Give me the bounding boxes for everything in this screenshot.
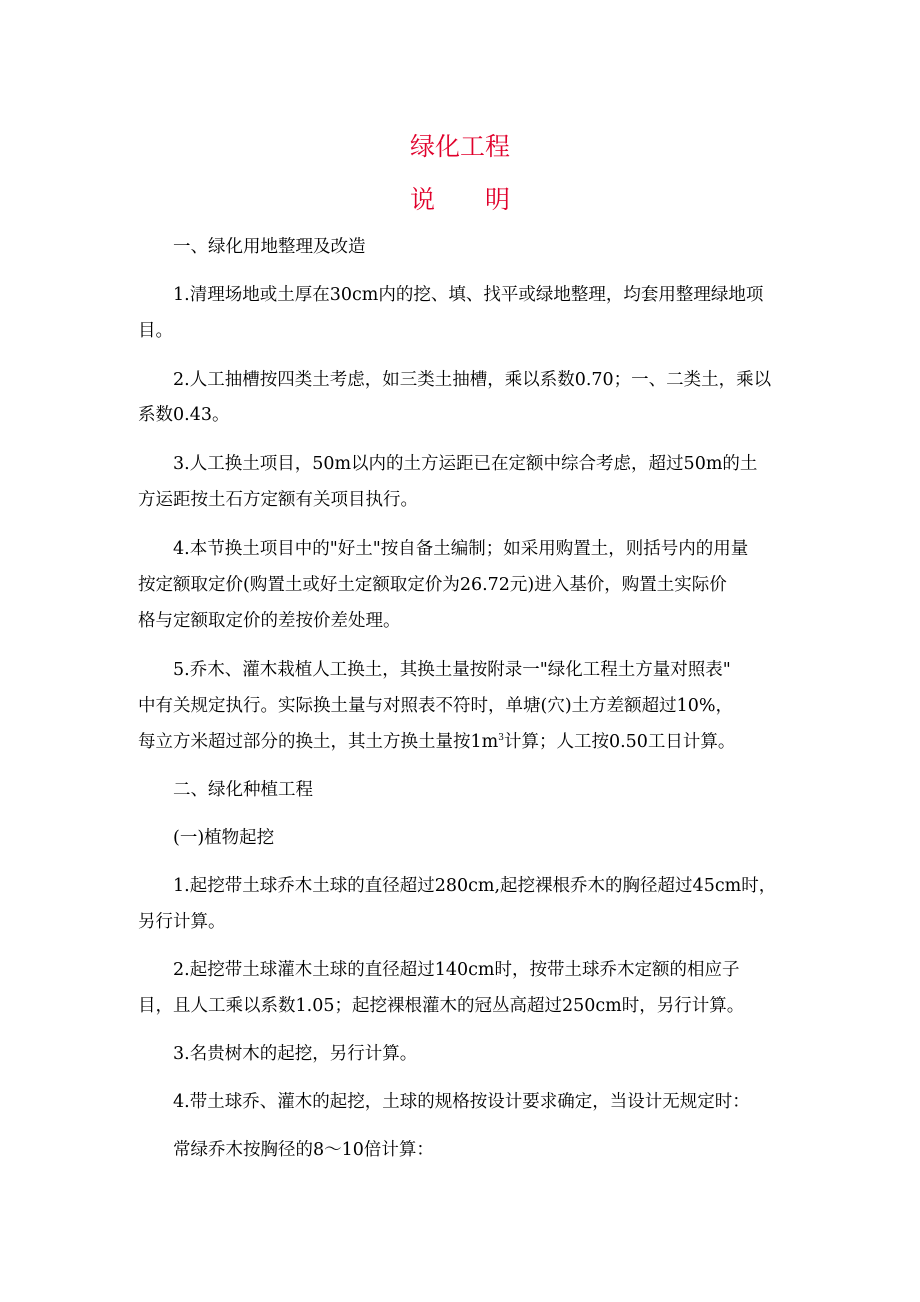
paragraph-line [138,730,735,754]
paragraph-line: 4.本节换土项目中的"好土"按自备土编制；如采用购置土，则括号内的用量 [173,539,749,559]
paragraph-line: 3.人工换土项目，50m以内的土方运距已在定额中综合考虑，超过50m的土 [173,454,758,474]
paragraph-line: 方运距按土石方定额有关项目执行。 [138,490,418,510]
paragraph-line: 5.乔木、灌木栽植人工换土，其换土量按附录一"绿化工程土方量对照表" [173,660,731,680]
paragraph-line: 1.起挖带土球乔木土球的直径超过280cm,起挖裸根乔木的胸径超过45cm时， [173,876,777,896]
paragraph-line: 常绿乔木按胸径的8～10倍计算： [173,1140,434,1160]
paragraph-line: 目，且人工乘以系数1.05；起挖裸根灌木的冠丛高超过250cm时，另行计算。 [138,996,745,1016]
subsection-heading: (一)植物起挖 [173,828,275,848]
paragraph-text: 计算；人工按0.50工日计算。 [503,732,736,752]
paragraph-line: 另行计算。 [138,912,226,932]
paragraph-line: 2.人工抽槽按四类土考虑，如三类土抽槽，乘以系数0.70；一、二类土，乘以 [173,370,772,390]
paragraph-line: 目。 [138,321,173,341]
paragraph-line: 按定额取定价(购置土或好土定额取定价为26.72元)进入基价，购置土实际价 [138,575,727,595]
paragraph-line: 4.带土球乔、灌木的起挖，土球的规格按设计要求确定，当设计无规定时： [173,1092,750,1112]
document-title: 绿化工程 [409,132,510,161]
paragraph-line: 2.起挖带土球灌木土球的直径超过140cm时，按带土球乔木定额的相应子 [173,960,740,980]
paragraph-line: 中有关规定执行。实际换土量与对照表不符时，单塘(穴)土方差额超过10%， [138,696,734,716]
paragraph-line: 1.清理场地或土厚在30cm内的挖、填、找平或绿地整理，均套用整理绿地项 [173,285,764,305]
paragraph-line: 系数0.43。 [138,405,230,425]
paragraph-text: 每立方米超过部分的换土，其土方换土量按1m [138,732,499,752]
paragraph-line: 格与定额取定价的差按价差处理。 [138,611,401,631]
paragraph-line: 3.名贵树木的起挖，另行计算。 [173,1044,418,1064]
document-subtitle: 说明 [409,185,560,214]
section-heading: 一、绿化用地整理及改造 [173,237,366,257]
superscript: 3 [498,733,504,744]
section-heading: 二、绿化种植工程 [173,780,313,800]
